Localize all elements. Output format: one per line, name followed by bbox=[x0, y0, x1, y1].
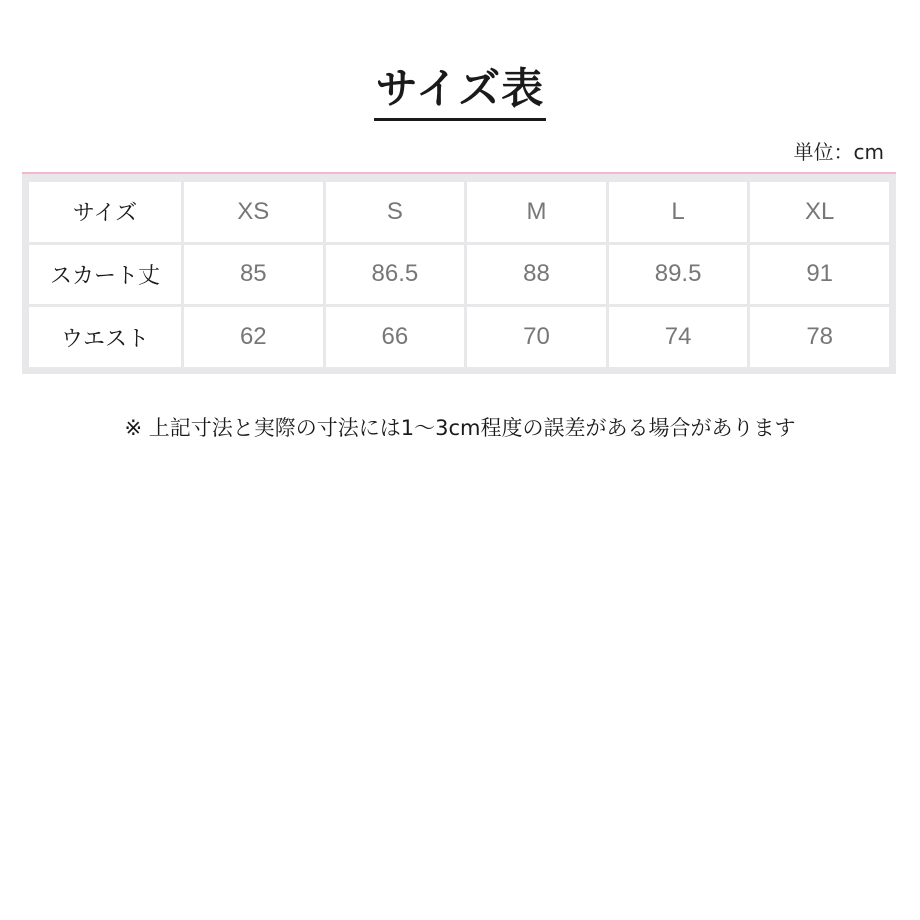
header-cell-s: S bbox=[326, 182, 465, 242]
header-cell-l: L bbox=[609, 182, 748, 242]
size-table bbox=[26, 179, 892, 370]
page-title-text: サイズ表 bbox=[374, 64, 547, 121]
table-header-row bbox=[29, 182, 889, 242]
header-cell-m: M bbox=[467, 182, 606, 242]
size-table-container bbox=[22, 172, 896, 374]
header-cell-size: サイズ bbox=[29, 182, 181, 242]
table-cell: 85 bbox=[184, 245, 323, 305]
measurement-note: ※ 上記寸法と実際の寸法には1〜3cm程度の誤差がある場合があります bbox=[124, 416, 796, 440]
table-row-waist bbox=[29, 307, 889, 367]
table-cell: 88 bbox=[467, 245, 606, 305]
header-cell-xl: XL bbox=[750, 182, 889, 242]
table-cell: 66 bbox=[326, 307, 465, 367]
header-cell-xs: XS bbox=[184, 182, 323, 242]
table-cell: 78 bbox=[750, 307, 889, 367]
table-cell: 74 bbox=[609, 307, 748, 367]
row-label-skirt-length: スカート丈 bbox=[29, 245, 181, 305]
table-cell: 62 bbox=[184, 307, 323, 367]
table-cell: 91 bbox=[750, 245, 889, 305]
table-cell: 86.5 bbox=[326, 245, 465, 305]
table-cell: 70 bbox=[467, 307, 606, 367]
unit-label: 単位：cm bbox=[793, 140, 884, 164]
table-cell: 89.5 bbox=[609, 245, 748, 305]
table-row-skirt-length bbox=[29, 245, 889, 305]
page-title bbox=[0, 64, 920, 121]
row-label-waist: ウエスト bbox=[29, 307, 181, 367]
